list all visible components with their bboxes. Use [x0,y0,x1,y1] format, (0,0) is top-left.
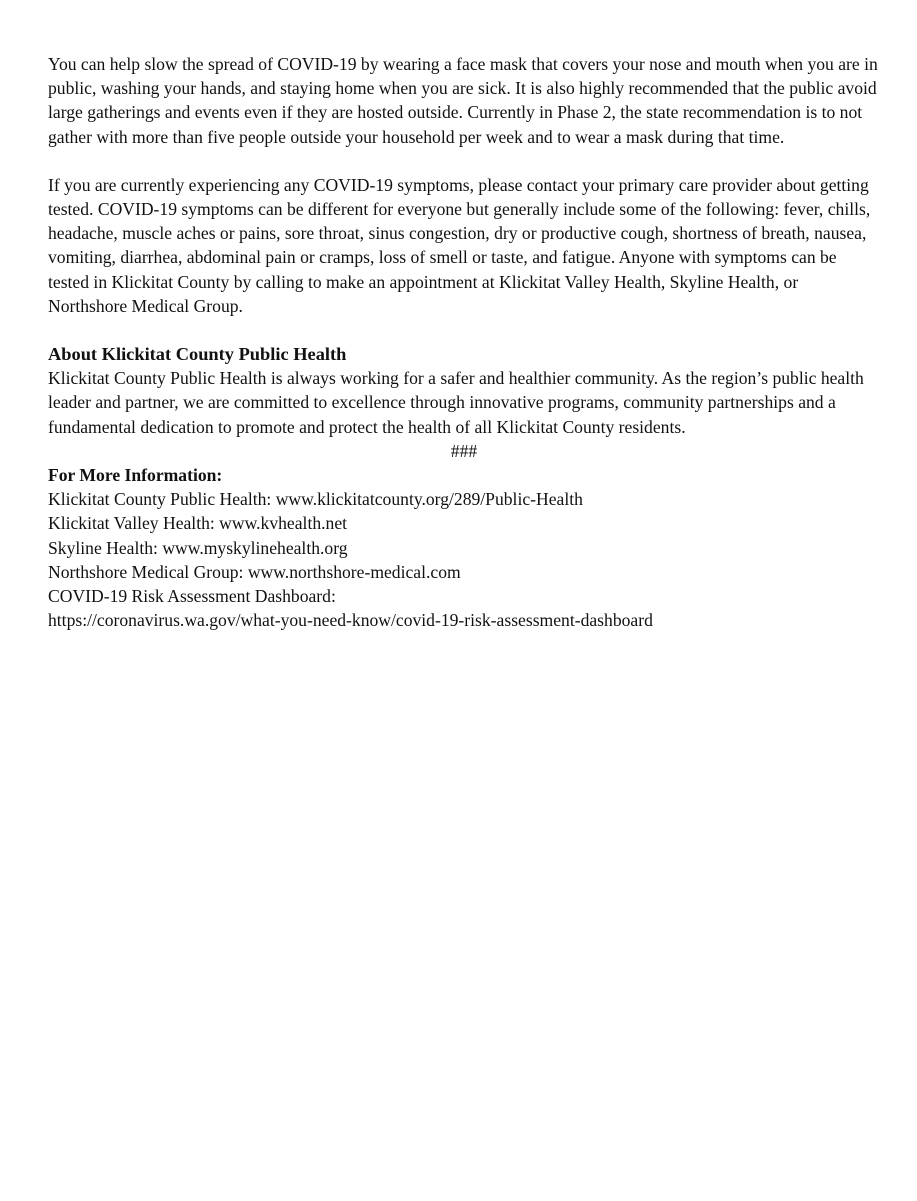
paragraph-symptoms: If you are currently experiencing any COVID-19 symptoms, please contact your primary care provider about getting tested. COVID-19 symptoms can be different for everyone but generally include some of the following: fever, chills, headache, muscle aches or pains, sore throat, sinus congestion, dry or productive cough, shortness of breath, nausea, vomiting, diarrhea, abdominal pain or cramps, loss of smell or taste, and fatigue. Anyone with symptoms can be tested in Klickitat County by calling to make an appointment at Klickitat Valley Health, Skyline Health, or Northshore Medical Group. [48,174,871,316]
info-line-kcph: Klickitat County Public Health: www.klickitatcounty.org/289/Public-Health [48,489,583,510]
info-line-dashboard-label: COVID-19 Risk Assessment Dashboard: [48,586,336,607]
about-body: Klickitat County Public Health is always working for a safer and healthier community. As the region’s public health leader and partner, we are committed to excellence through innovative programs, community partnerships and a fundamental dedication to promote and protect the health of all Klickitat County residents. [48,368,864,437]
paragraph-prevention: You can help slow the spread of COVID-19 by wearing a face mask that covers your nose and mouth when you are in public, washing your hands, and staying home when you are sick. It is also highly recommended that the public avoid large gatherings and events even if they are hosted outside. Currently in Phase 2, the state recommendation is to not gather with more than five people outside your household per week and to wear a mask during that time. [48,54,878,147]
paragraph-spacer [48,149,880,173]
info-line-skyline: Skyline Health: www.myskylinehealth.org [48,537,348,558]
about-heading: About Klickitat County Public Health [48,344,347,365]
info-line-dashboard-url: https://coronavirus.wa.gov/what-you-need-know/covid-19-risk-assessment-dashboard [48,610,653,631]
info-line-northshore: Northshore Medical Group: www.northshore-medical.com [48,561,461,582]
end-mark: ### [450,440,478,461]
paragraph-spacer [48,318,880,342]
more-info-list [48,487,880,632]
document-page [48,52,880,632]
info-line-kvh: Klickitat Valley Health: www.kvhealth.net [48,513,348,534]
more-info-heading: For More Information: [48,465,223,486]
